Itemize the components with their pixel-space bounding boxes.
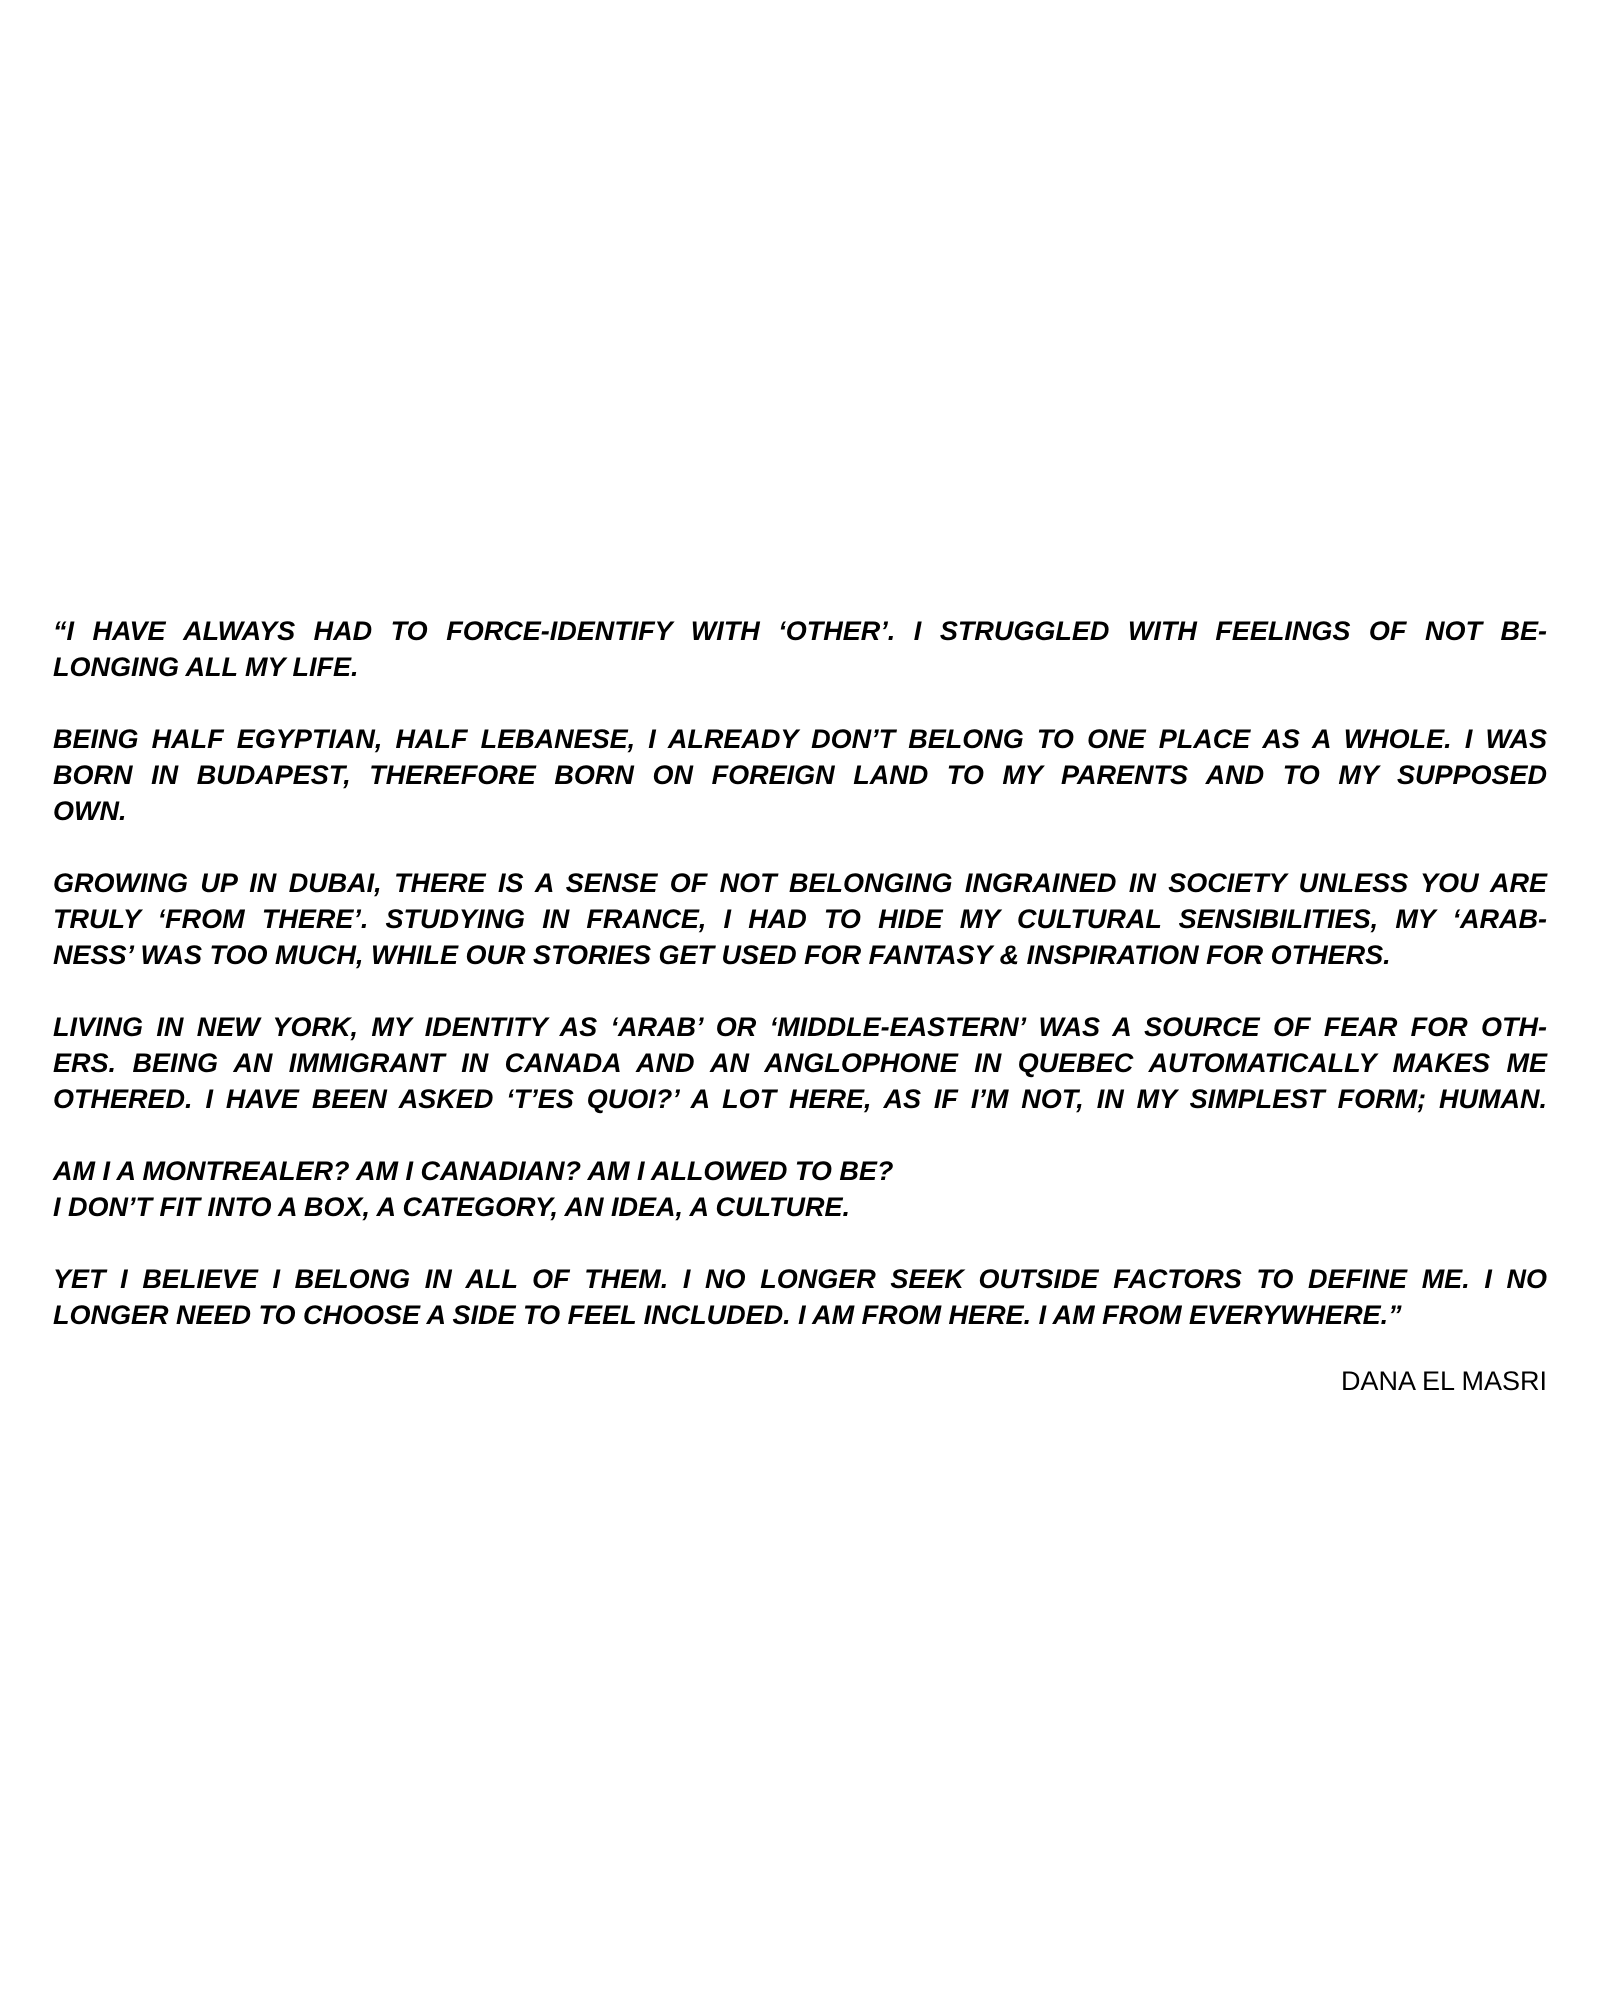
quote-body [53, 613, 1547, 1369]
quote-line: BORN IN BUDAPEST, THEREFORE BORN ON FOREIGN LAND TO MY PARENTS AND TO MY SUPPOSED [53, 760, 1547, 790]
quote-line: TRULY ‘FROM THERE’. STUDYING IN FRANCE, I HAD TO HIDE MY CULTURAL SENSIBILITIES, MY ‘ARAB- [53, 904, 1547, 934]
quote-line: LONGER NEED TO CHOOSE A SIDE TO FEEL INCLUDED. I AM FROM HERE. I AM FROM EVERYWHERE.” [53, 1300, 1402, 1330]
quote-line: LONGING ALL MY LIFE. [53, 652, 359, 682]
quote-line: ERS. BEING AN IMMIGRANT IN CANADA AND AN ANGLOPHONE IN QUEBEC AUTOMATICALLY MAKES ME [53, 1048, 1547, 1078]
quote-line: AM I A MONTREALER? AM I CANADIAN? AM I ALLOWED TO BE? [53, 1156, 894, 1186]
quote-line: GROWING UP IN DUBAI, THERE IS A SENSE OF NOT BELONGING INGRAINED IN SOCIETY UNLESS YOU ARE [53, 868, 1547, 898]
quote-paragraph-4 [53, 1009, 1547, 1117]
quote-paragraph-1 [53, 613, 1547, 685]
quote-line: OWN. [53, 796, 127, 826]
quote-line: LIVING IN NEW YORK, MY IDENTITY AS ‘ARAB’ OR ‘MIDDLE-EASTERN’ WAS A SOURCE OF FEAR FOR OTH- [53, 1012, 1547, 1042]
quote-line: NESS’ WAS TOO MUCH, WHILE OUR STORIES GET USED FOR FANTASY & INSPIRATION FOR OTHERS. [53, 940, 1391, 970]
quote-paragraph-3 [53, 865, 1547, 973]
quote-line: I DON’T FIT INTO A BOX, A CATEGORY, AN IDEA, A CULTURE. [53, 1192, 851, 1222]
quote-line: OTHERED. I HAVE BEEN ASKED ‘T’ES QUOI?’ A LOT HERE, AS IF I’M NOT, IN MY SIMPLEST FORM; HUMAN. [53, 1084, 1547, 1114]
quote-paragraph-2 [53, 721, 1547, 829]
quote-line: BEING HALF EGYPTIAN, HALF LEBANESE, I ALREADY DON’T BELONG TO ONE PLACE AS A WHOLE. I WAS [53, 724, 1547, 754]
quote-line: YET I BELIEVE I BELONG IN ALL OF THEM. I NO LONGER SEEK OUTSIDE FACTORS TO DEFINE ME. I NO [53, 1264, 1547, 1294]
quote-paragraph-6 [53, 1261, 1547, 1333]
quote-author: DANA EL MASRI [1340, 1366, 1547, 1396]
quote-paragraph-5 [53, 1153, 1547, 1225]
quote-line: “I HAVE ALWAYS HAD TO FORCE-IDENTIFY WITH ‘OTHER’. I STRUGGLED WITH FEELINGS OF NOT BE- [53, 616, 1547, 646]
